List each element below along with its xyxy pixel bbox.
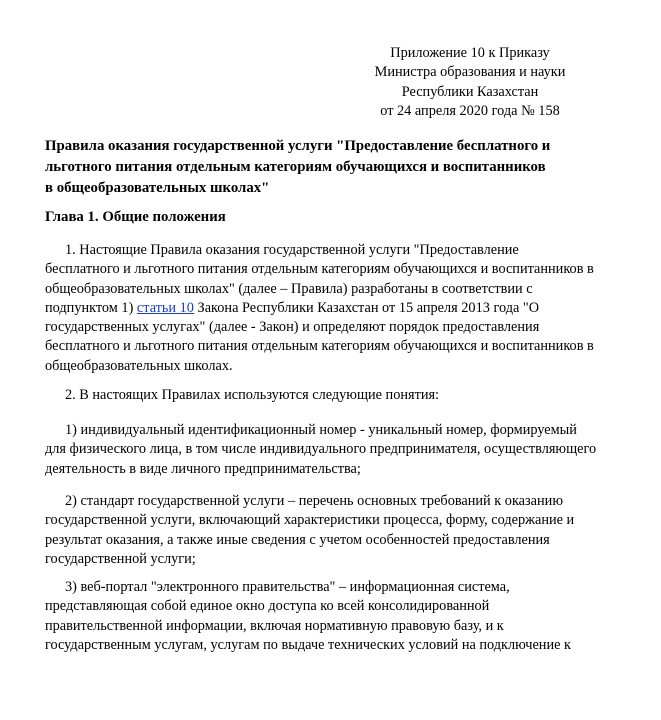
paragraph-line: 3) веб-портал "электронного правительства" – информационная система, [65,579,510,595]
paragraph-line: для физического лица, в том числе индивидуального предпринимателя, осуществляющего [45,441,597,458]
paragraph-line: государственной услуги, включающий характеристики процесса, форму, содержание и [45,512,575,529]
chapter-heading: Глава 1. Общие положения [45,209,226,225]
appendix-line: Приложение 10 к Приказу [390,45,550,61]
appendix-line: от 24 апреля 2020 года № 158 [380,102,560,119]
paragraph-line: 1. Настоящие Правила оказания государственной услуги "Предоставление [65,242,519,258]
title-line: в общеобразовательных школах" [45,179,270,196]
appendix-header [330,44,610,121]
paragraph-line: общеобразовательных школах. [45,357,233,374]
paragraph-2 [45,386,655,405]
paragraph-line [45,299,655,318]
paragraph-line: общеобразовательных школах" (далее – Правила) разработаны в соответствии с [45,280,533,297]
paragraph-line: представляющая собой единое окно доступа ко всей консолидированной [45,598,490,615]
definition-item-1 [45,421,655,479]
paragraph-line: правительственной информации, включая нормативную правовую базу, и к [45,617,504,634]
title-line: Правила оказания государственной услуги "Предоставление бесплатного и [45,138,551,154]
document-title [45,136,645,198]
appendix-line: Республики Казахстан [401,83,539,100]
title-line: льготного питания отдельным категориям обучающихся и воспитанников [45,158,546,175]
paragraph-line: государственной услуги; [45,550,196,567]
definition-item-2 [45,492,655,569]
paragraph-line: 1) индивидуальный идентификационный номер - уникальный номер, формируемый [65,422,577,438]
definition-item-3 [45,578,655,655]
paragraph-line: результат оказания, а также иные сведения с учетом особенностей предоставления [45,531,550,548]
paragraph-line: бесплатного и льготного питания отдельным категориям обучающихся и воспитанников в [45,261,594,278]
paragraph-line: деятельность в виде личного предпринимательства; [45,460,361,477]
paragraph-line: бесплатного и льготного питания отдельным категориям обучающихся и воспитанников в [45,338,594,355]
paragraph-line: 2. В настоящих Правилах используются следующие понятия: [65,387,440,403]
paragraph-1 [45,241,655,376]
appendix-line: Министра образования и науки [374,64,566,81]
paragraph-line: 2) стандарт государственной услуги – перечень основных требований к оказанию [65,493,563,509]
text-segment: подпунктом 1) [45,299,137,316]
paragraph-line: государственным услугам, услугам по выдаче технических условий на подключение к [45,636,571,653]
paragraph-line: государственных услугах" (далее - Закон) и определяют порядок предоставления [45,319,540,336]
text-segment: Закона Республики Казахстан от 15 апреля 2013 года "О [193,299,540,316]
law-article-link[interactable]: статьи 10 [136,299,194,316]
